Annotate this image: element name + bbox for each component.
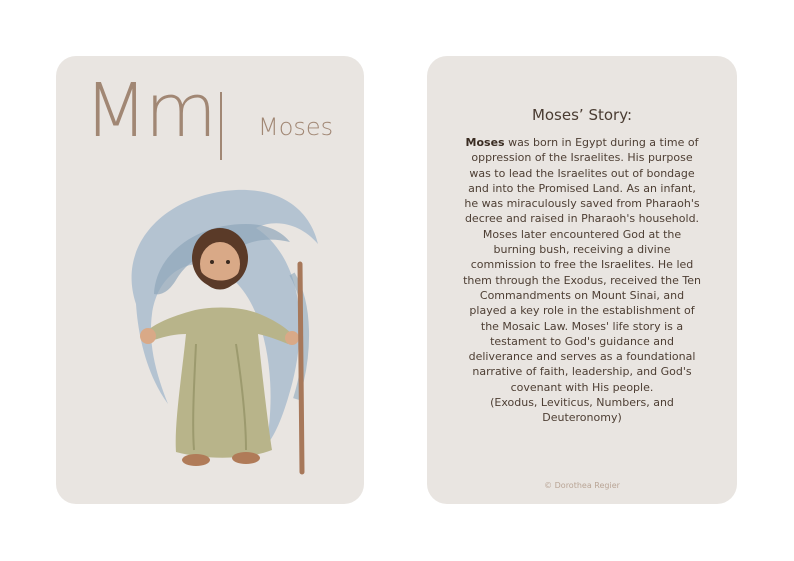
- title-divider: [220, 92, 222, 160]
- story-references: (Exodus, Leviticus, Numbers, and Deuteronomy): [490, 396, 674, 425]
- back-card: [427, 56, 737, 504]
- copyright-credit: © Dorothea Regier: [544, 481, 620, 490]
- front-card: [56, 56, 364, 504]
- story-paragraph-2: Moses later encountered God at the burning bush, receiving a divine commission to free the Israelites. He led them through the Exodus, received the Ten Commandments on Mount Sinai, and played a key role in the establishment of the Mosaic Law. Moses' life story is a testament to God's guidance and deliverance and serves as a foundational narrative of faith, leadership, and God's covenant with His people.: [463, 227, 701, 394]
- story-paragraph-1: [463, 135, 701, 227]
- card-word: Moses: [258, 113, 334, 141]
- story-body: [463, 135, 701, 426]
- card-letters: Mm: [84, 68, 214, 154]
- story-paragraph-1-text: was born in Egypt during a time of oppression of the Israelites. His purpose was to lead the Israelites out of bondage and into the Promised Land. As an infant, he was miraculously saved from Pharaoh's decree and raised in Pharaoh's household.: [464, 136, 700, 226]
- moses-illustration: [96, 184, 336, 484]
- story-lead-name: Moses: [465, 136, 505, 149]
- story-title: Moses’ Story:: [531, 106, 633, 124]
